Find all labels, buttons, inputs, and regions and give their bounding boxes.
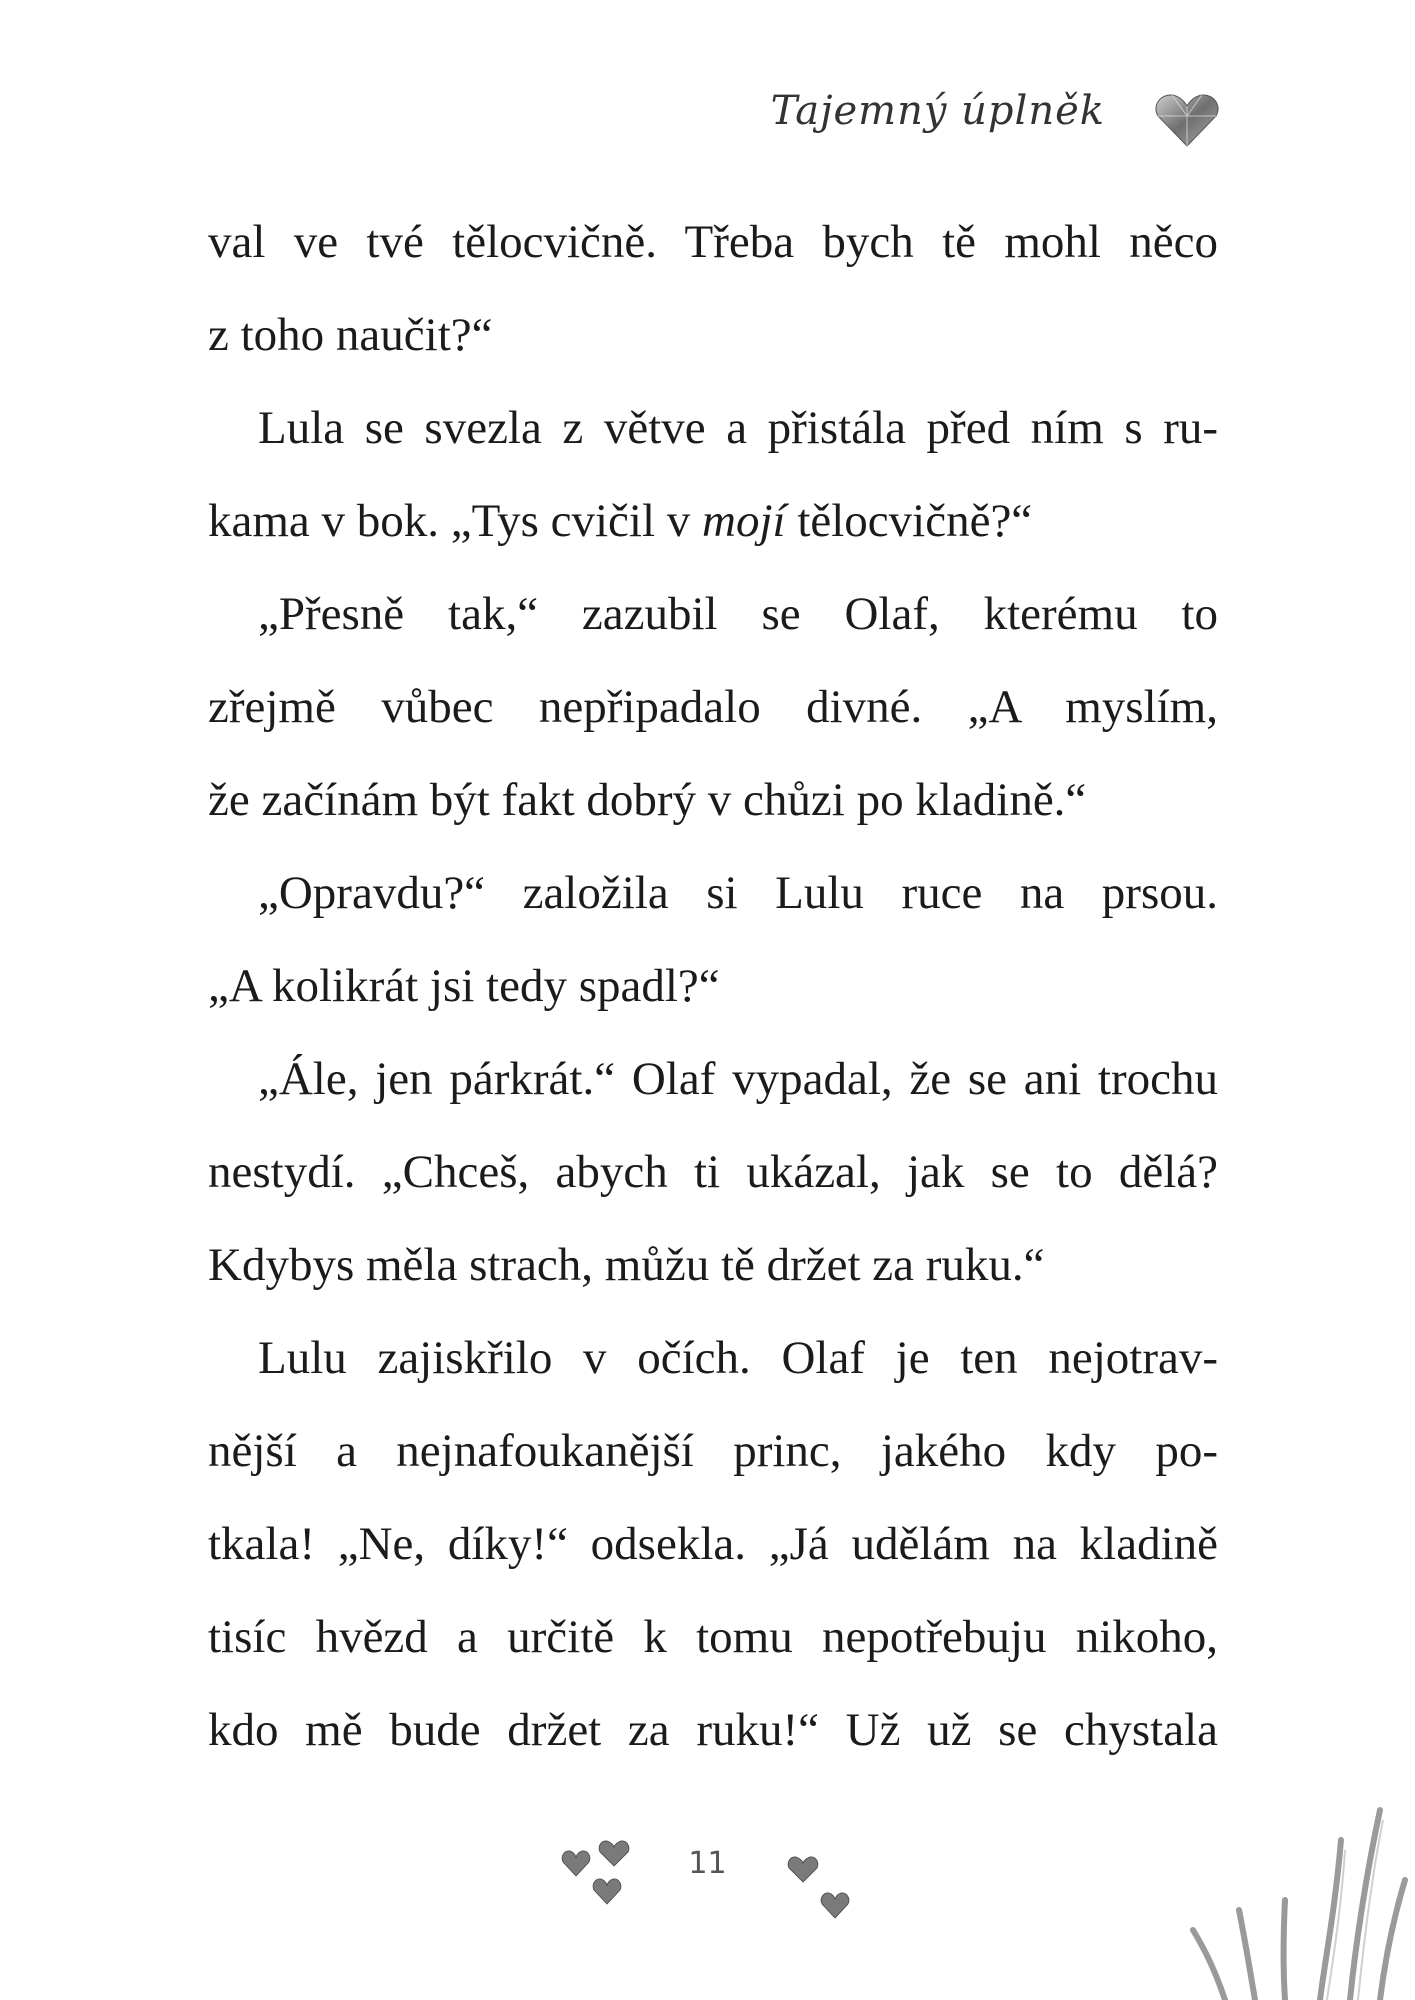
text-line: „A kolikrát jsi tedy spadl?“ (208, 960, 720, 1012)
text-line: z toho naučit?“ (208, 309, 493, 361)
heart-icon (785, 1852, 860, 1922)
text-line: nestydí. „Chceš, abych ti ukázal, jak se to dělá? (208, 1146, 1218, 1198)
page-number: 11 (688, 1846, 727, 1881)
text-line: zřejmě vůbec nepřipadalo divné. „A myslím, (208, 681, 1218, 733)
text-line: tkala! „Ne, díky!“ odsekla. „Já udělám na kladině (208, 1518, 1218, 1570)
text-line: „Opravdu?“ založila si Lulu ruce na prsou. (258, 867, 1218, 919)
heart-icon (1154, 92, 1220, 148)
heart-icon (560, 1838, 640, 1908)
text-line: tisíc hvězd a určitě k tomu nepotřebuju nikoho, (208, 1611, 1218, 1663)
text-line: kdo mě bude držet za ruku!“ Už už se chystala (208, 1704, 1218, 1756)
text-line: „Ále, jen párkrát.“ Olaf vypadal, že se ani trochu (258, 1053, 1218, 1105)
text-line: Kdybys měla strach, můžu tě držet za ruku.“ (208, 1239, 1045, 1291)
text-line: Lula se svezla z větve a přistála před ním s ru- (258, 402, 1218, 454)
body-text (208, 196, 1218, 1777)
grass-icon (1155, 1780, 1415, 2000)
text-line: kama v bok. „Tys cvičil v mojí tělocvičně?“ (208, 495, 1033, 547)
text-line: val ve tvé tělocvičně. Třeba bych tě mohl něco (208, 216, 1218, 268)
text-line: „Přesně tak,“ zazubil se Olaf, kterému to (258, 588, 1218, 640)
text-line: že začínám být fakt dobrý v chůzi po kladině.“ (208, 774, 1087, 826)
text-line: nější a nejnafoukanější princ, jakého kdy po- (208, 1425, 1218, 1477)
running-head: Tajemný úplněk (770, 88, 1105, 134)
text-line: Lulu zajiskřilo v očích. Olaf je ten nejotrav- (258, 1332, 1218, 1384)
